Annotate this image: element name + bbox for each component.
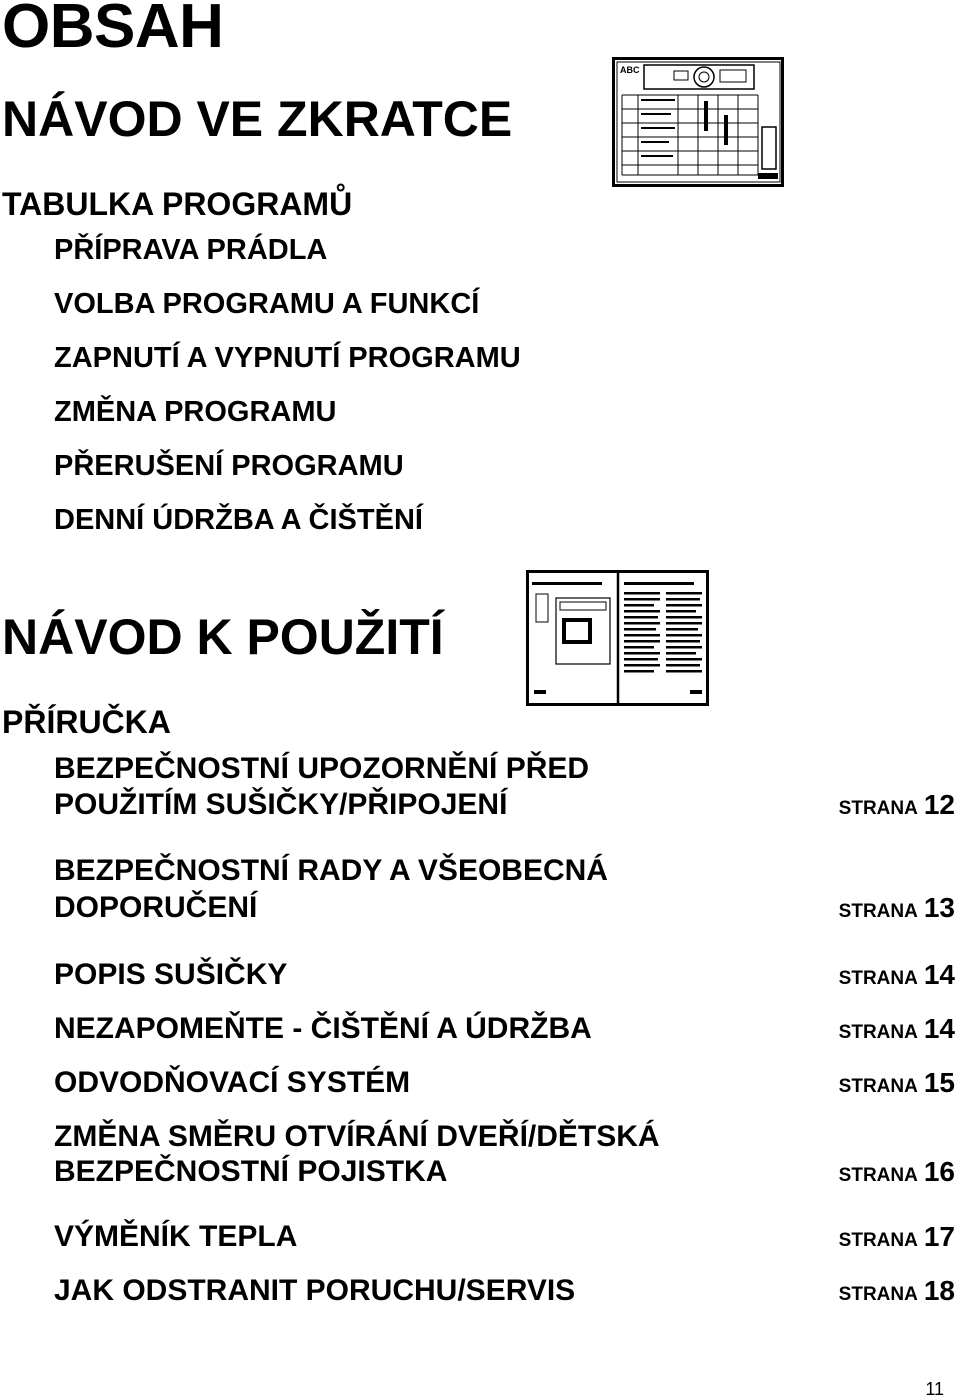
page-number: 15	[923, 1067, 955, 1098]
section-heading-short-guide: NÁVOD VE ZKRATCE	[2, 91, 513, 147]
toc-page-ref	[839, 1220, 955, 1258]
page-title: OBSAH	[2, 0, 224, 61]
toc-page-ref	[839, 1274, 955, 1312]
page-label: STRANA	[838, 1284, 918, 1305]
page-label: STRANA	[838, 1022, 918, 1043]
toc-entry-line: VÝMĚNÍK TEPLA	[54, 1220, 298, 1253]
toc-entry-line: JAK ODSTRANIT PORUCHU/SERVIS	[54, 1274, 576, 1307]
page-label: STRANA	[838, 798, 918, 819]
page-number: 14	[923, 959, 955, 990]
page-number: 13	[923, 892, 955, 923]
page-label: STRANA	[838, 901, 918, 922]
page-number: 17	[923, 1221, 955, 1252]
toc-entry-line: DOPORUČENÍ	[54, 891, 258, 924]
section-heading-manual: NÁVOD K POUŽITÍ	[2, 609, 444, 665]
page-footer-number: 11	[925, 1379, 944, 1399]
toc-page-ref	[839, 1066, 955, 1104]
toc-entry-line: ZMĚNA SMĚRU OTVÍRÁNÍ DVEŘÍ/DĚTSKÁ	[54, 1120, 660, 1153]
page-label: STRANA	[838, 968, 918, 989]
short-guide-item: PŘERUŠENÍ PROGRAMU	[54, 450, 404, 482]
page-label: STRANA	[838, 1230, 918, 1251]
toc-page-ref	[839, 958, 955, 996]
toc-entry-line: BEZPEČNOSTNÍ UPOZORNĚNÍ PŘED	[54, 752, 590, 785]
short-guide-item: PŘÍPRAVA PRÁDLA	[54, 234, 328, 266]
subheading-handbook: PŘÍRUČKA	[2, 704, 171, 740]
page-number: 16	[923, 1156, 955, 1187]
page-number: 14	[923, 1013, 955, 1044]
short-guide-item: ZMĚNA PROGRAMU	[54, 396, 337, 428]
toc-entry-line: NEZAPOMEŇTE - ČIŠTĚNÍ A ÚDRŽBA	[54, 1012, 592, 1045]
toc-page-ref	[839, 1155, 955, 1193]
program-table-thumbnail	[612, 57, 784, 187]
short-guide-item: VOLBA PROGRAMU A FUNKCÍ	[54, 288, 480, 320]
subheading-program-table: TABULKA PROGRAMŮ	[2, 186, 353, 222]
toc-entry-line: BEZPEČNOSTNÍ RADY A VŠEOBECNÁ	[54, 854, 608, 887]
toc-entry-line: ODVODŇOVACÍ SYSTÉM	[54, 1066, 411, 1099]
short-guide-item: ZAPNUTÍ A VYPNUTÍ PROGRAMU	[54, 342, 521, 374]
thumbnail-label: ABC	[620, 65, 640, 75]
toc-entry-line: POPIS SUŠIČKY	[54, 958, 288, 991]
toc-page-ref	[839, 891, 955, 929]
page-label: STRANA	[838, 1076, 918, 1097]
page-number: 18	[923, 1275, 955, 1306]
page-number: 12	[923, 789, 955, 820]
toc-page-ref	[839, 1012, 955, 1050]
short-guide-item: DENNÍ ÚDRŽBA A ČIŠTĚNÍ	[54, 504, 423, 536]
page-label: STRANA	[838, 1165, 918, 1186]
toc-page-ref	[839, 788, 955, 826]
toc-entry-line: BEZPEČNOSTNÍ POJISTKA	[54, 1155, 448, 1188]
manual-thumbnail	[526, 570, 709, 706]
toc-entry-line: POUŽITÍM SUŠIČKY/PŘIPOJENÍ	[54, 788, 508, 821]
